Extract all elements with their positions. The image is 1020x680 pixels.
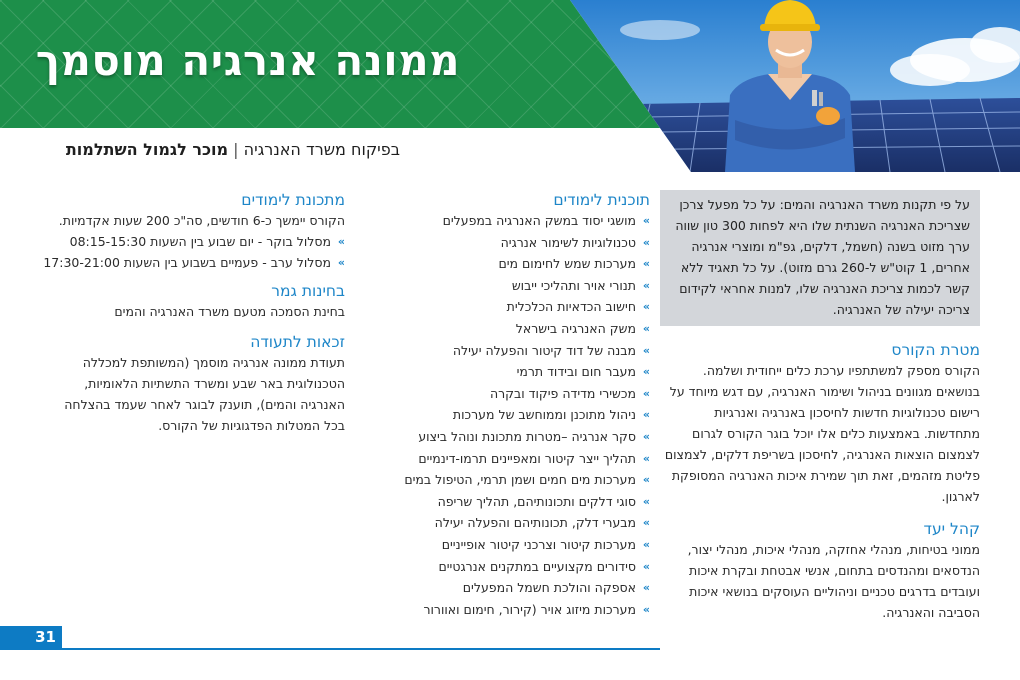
list-item: » מערכות מים חמים ושמן תרמי, הטיפול במים bbox=[400, 469, 650, 491]
list-item: » מבנה של דוד קיטור והפעלה יעילה bbox=[400, 340, 650, 362]
bullet-arrow-icon: » bbox=[642, 235, 650, 249]
recognition-text: מוכר לגמול השתלמות bbox=[65, 140, 229, 159]
bullet-arrow-icon: » bbox=[642, 494, 650, 508]
list-item: » מושגי יסוד במשק האנרגיה במפעלים bbox=[400, 210, 650, 232]
target-audience-text: ממוני בטיחות, מנהלי אחזקה, מנהלי איכות, מנהלי יצור, הנדסאים ומהנדסים בתחום, אנשי אבטחת ובקרת איכות ועובדים בדרגים טכניים וניהוליים העוסקים בנושאי איכות הסביבה והאנרגיה. bbox=[687, 542, 980, 620]
list-item: » מעבר חום ובידוד תרמי bbox=[400, 361, 650, 383]
bullet-arrow-icon: » bbox=[642, 559, 650, 573]
bullet-arrow-icon: » bbox=[642, 581, 650, 595]
list-item: » טכנולוגיות לשימור אנרגיה bbox=[400, 232, 650, 254]
bullet-arrow-icon: » bbox=[642, 365, 650, 379]
regulation-notice-box: על פי תקנות משרד האנרגיה והמים: על כל מפעל צרכן שצריכת האנרגיה השנתית שלו היא לפחות 300 טון שווה ערך מזוט בשנה (חשמל, דלקים, גפ"מ ומוצרי אנרגיה אחרים, 1 קוט"ש ל-260 גרם מזוט). על כל תאגיד ללא קשר לכמות צריכת האנרגיה שלו, למנות אחראי לקידום צריכה יעילה של האנרגיה. bbox=[660, 190, 980, 326]
footer-rule bbox=[62, 648, 660, 650]
bullet-arrow-icon: » bbox=[642, 516, 650, 530]
right-column bbox=[660, 190, 980, 623]
list-item: » מסלול ערב - פעמיים בשבוע בין השעות 17:30-21:00 bbox=[40, 252, 345, 273]
list-item: » מכשירי מדידה פיקוד ובקרה bbox=[400, 383, 650, 405]
list-item: » מערכות קיטור וצרכני קיטור אופייניים bbox=[400, 534, 650, 556]
list-item: » משק האנרגיה בישראל bbox=[400, 318, 650, 340]
bullet-arrow-icon: » bbox=[642, 408, 650, 422]
bullet-arrow-icon: » bbox=[337, 235, 345, 248]
bullet-arrow-icon: » bbox=[642, 257, 650, 271]
certificate-text: תעודת ממונה אנרגיה מוסמך (המשותפת למכללה הטכנולוגית באר שבע ומשרד התשתיות הלאומיות, האנרגיה והמים), תוענק לבוגר לאחר שעמד בהצלחה בכל המטלות הפדגוגיות של הקורס. bbox=[64, 355, 345, 433]
supervision-text: בפיקוח משרד האנרגיה bbox=[243, 140, 400, 159]
bullet-arrow-icon: » bbox=[642, 473, 650, 487]
bullet-arrow-icon: » bbox=[642, 214, 650, 227]
bullet-arrow-icon: » bbox=[642, 300, 650, 314]
middle-column bbox=[400, 190, 650, 620]
bullet-arrow-icon: » bbox=[642, 278, 650, 292]
page-title: ממונה אנרגיה מוסמך bbox=[35, 36, 460, 85]
list-item: » תהליך ייצר קיטור ומאפיינים תרמו-דינמיים bbox=[400, 448, 650, 470]
tracks-list bbox=[40, 231, 345, 273]
bullet-arrow-icon: » bbox=[642, 602, 650, 616]
list-item: » סידורים מקצועיים במתקנים אנרגטיים bbox=[400, 556, 650, 578]
list-item: » מערכות מיזוג אויר (קירור, חימום ואוורור bbox=[400, 599, 650, 621]
left-column bbox=[40, 190, 345, 436]
bullet-arrow-icon: » bbox=[642, 429, 650, 443]
bullet-arrow-icon: » bbox=[642, 386, 650, 400]
curriculum-heading: תוכנית לימודים bbox=[553, 191, 650, 209]
course-goal-heading: מטרת הקורס bbox=[891, 341, 980, 359]
exam-heading: בחינות גמר bbox=[271, 282, 345, 300]
list-item: » מסלול בוקר - יום שבוע בין השעות 08:15-15:30 bbox=[40, 231, 345, 252]
subtitle-line bbox=[40, 140, 400, 159]
bullet-arrow-icon: » bbox=[642, 343, 650, 357]
list-item: » אספקה והולכת חשמל המפעלים bbox=[400, 577, 650, 599]
hero-photo bbox=[570, 0, 1020, 172]
bullet-arrow-icon: » bbox=[642, 451, 650, 465]
list-item: » ניהול מתוכנן וממוחשב של מערכות bbox=[400, 404, 650, 426]
list-item: » תנורי אויר ותהליכי ייבוש bbox=[400, 275, 650, 297]
separator: | bbox=[233, 140, 239, 159]
exam-text: בחינת הסמכה מטעם משרד האנרגיה והמים bbox=[114, 304, 345, 319]
engineer-solar-illustration bbox=[570, 0, 1020, 172]
format-heading: מתכונת לימודים bbox=[241, 191, 345, 209]
bullet-arrow-icon: » bbox=[642, 537, 650, 551]
list-item: » מבערי דלק, תכונותיהם והפעלה יעילה bbox=[400, 512, 650, 534]
list-item: » סקר אנרגיה –מטרות מתכונת ונוהל ביצוע bbox=[400, 426, 650, 448]
page-number: 31 bbox=[35, 628, 56, 646]
bullet-arrow-icon: » bbox=[337, 256, 345, 269]
certificate-heading: זכאות לתעודה bbox=[250, 333, 345, 351]
list-item: » מערכות שמש לחימום מים bbox=[400, 253, 650, 275]
page-number-tab bbox=[0, 626, 62, 650]
list-item: » חישוב הכדאיות הכלכלית bbox=[400, 296, 650, 318]
list-item: » סוגי דלקים ותכונותיהם, תהליך שריפה bbox=[400, 491, 650, 513]
bullet-arrow-icon: » bbox=[642, 321, 650, 335]
curriculum-list bbox=[400, 210, 650, 620]
target-audience-heading: קהל יעד bbox=[923, 520, 980, 538]
format-text: הקורס יימשך כ-6 חודשים, סה"כ 200 שעות אקדמיות. bbox=[58, 213, 345, 228]
course-goal-text: הקורס מספק למשתתפיו ערכת כלים ייחודית ושלמה. בנושאים מגוונים בניהול ושימור האנרגיה, עם דגש מיוחד על רישום טכנולוגיות חדשות לחיסכון באנרגיה ואנרגיות מתחדשות. באמצעות כלים אלו יוכל בוגר הקורס לגרום לצמצום הוצאות האנרגיה, לחיסכון בשריפת דלקים, לצמצום פליטת מזהמים, זאת תוך שמירת איכות האנרגיה המסופקת לארגון. bbox=[664, 363, 980, 504]
